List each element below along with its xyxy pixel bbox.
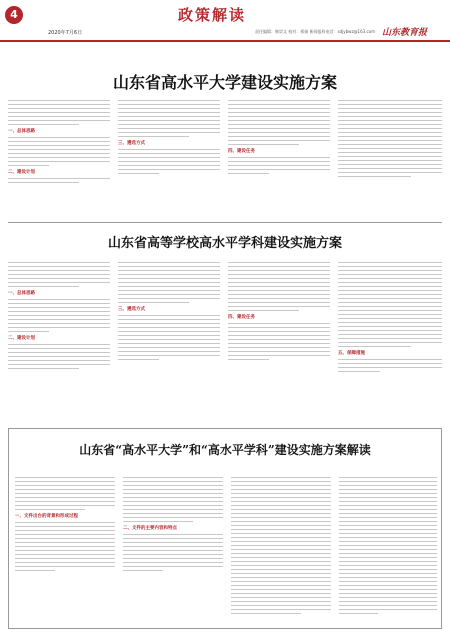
article-1-column-1	[8, 100, 110, 186]
article-2-column-1	[8, 262, 110, 372]
article-1-subhead-2: 二、建设计划	[8, 170, 35, 175]
article-2-subhead-4: 四、建设任务	[228, 315, 255, 320]
article-1-column-2	[118, 100, 220, 177]
article-1-column-3	[228, 100, 330, 177]
article-2-subhead-1: 一、总体思路	[8, 291, 35, 296]
article-divider	[8, 222, 442, 223]
article-3-column-3	[231, 477, 331, 617]
article-1-subhead-1: 一、总体思路	[8, 129, 35, 134]
article-2-column-2	[118, 262, 220, 363]
article-2-title: 山东省高等学校高水平学科建设实施方案	[107, 236, 342, 251]
article-3-title: 山东省“高水平大学”和“高水平学科”建设实施方案解读	[79, 443, 371, 457]
article-2-column-4	[338, 262, 442, 375]
article-1-body	[0, 100, 450, 220]
article-3-column-4	[339, 477, 437, 617]
article-3-box	[8, 428, 442, 629]
page-number: 4	[5, 6, 23, 24]
article-2-column-3	[228, 262, 330, 363]
editor-info: 责任编辑：韩崇文 校对：邢娟 新闻报料电话：sdjybwz@163.com	[255, 29, 376, 34]
issue-date: 2020年7月6日	[48, 30, 83, 36]
article-1-subhead-4: 四、建设任务	[228, 149, 255, 154]
article-3-column-2	[123, 477, 223, 574]
article-3-column-1	[15, 477, 115, 574]
article-2-subhead-2: 二、建设计划	[8, 336, 35, 341]
article-1-column-4	[338, 100, 442, 180]
article-2-body	[0, 262, 450, 420]
article-3-subhead-1: 一、文件出台的背景和形成过程	[15, 514, 78, 519]
article-2-subhead-5: 五、保障措施	[338, 351, 365, 356]
page-header	[0, 0, 450, 42]
article-3-subhead-2: 二、文件的主要内容和特点	[123, 526, 177, 531]
newspaper-logo: 山东教育报	[382, 28, 428, 38]
section-title: 政策解读	[178, 6, 247, 24]
article-2-subhead-3: 三、遴选方式	[118, 307, 145, 312]
article-1-subhead-3: 三、遴选方式	[118, 141, 145, 146]
article-1-title: 山东省高水平大学建设实施方案	[112, 73, 337, 92]
